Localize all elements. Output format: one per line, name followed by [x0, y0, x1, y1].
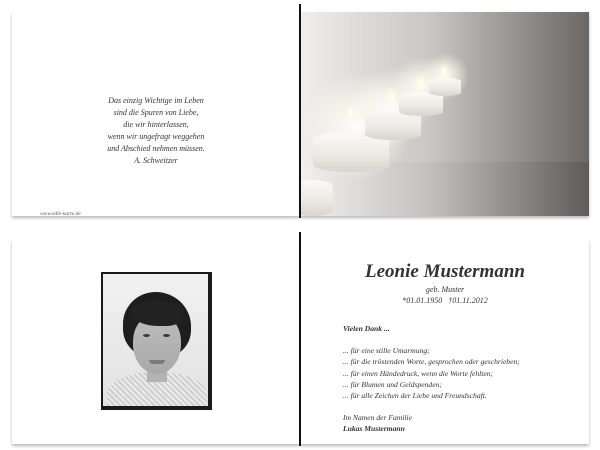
verse-line: Das einzig Wichtige im Leben	[108, 96, 204, 105]
verse-author: A. Schweitzer	[134, 156, 178, 165]
thanks-card	[301, 240, 589, 444]
candle-flame	[442, 67, 446, 76]
thanks-line: ... für eine stille Umarmung;	[343, 346, 430, 356]
verse-line: sind die Spuren von Liebe,	[113, 108, 199, 117]
portrait-bangs	[131, 300, 183, 326]
website-link: www.edle-karte.de	[40, 211, 81, 216]
candles-photo	[301, 12, 589, 216]
thanks-line: ... für die tröstenden Worte, gesprochen oder geschrieben;	[343, 357, 520, 367]
candles-photo-card	[301, 12, 589, 216]
card-fold-bottom	[299, 232, 301, 446]
thanks-text	[343, 323, 520, 435]
portrait-photo	[103, 274, 208, 406]
maiden-name: geb. Muster	[425, 285, 465, 294]
portrait-frame	[101, 272, 212, 410]
thanks-heading: Vielen Dank ...	[343, 324, 390, 333]
portrait-eye-right	[163, 334, 170, 337]
verse-card	[12, 12, 300, 216]
card-fold-top	[299, 4, 301, 218]
portrait-card	[12, 240, 300, 444]
verse-line: und Abschied nehmen müssen.	[107, 144, 205, 153]
portrait-eye-left	[143, 334, 150, 337]
thanks-line: ... für Blumen und Geldspenden;	[343, 379, 442, 389]
verse-line: die wir hinterlassen,	[123, 120, 189, 129]
life-dates: *01.01.1950 †01.11.2012	[402, 296, 488, 305]
deceased-name: Leonie Mustermann	[365, 261, 525, 282]
signature: Lukas Mustermann	[343, 424, 405, 434]
candle-left-edge	[301, 180, 333, 216]
candle-fourth	[429, 78, 461, 96]
thanks-line: ... für einen Händedruck, wenn die Worte fehlten;	[343, 368, 494, 378]
family-line: Im Namen der Familie	[343, 413, 412, 423]
portrait-mouth	[149, 360, 165, 364]
verse-line: wenn wir ungefragt weggehen	[107, 132, 205, 141]
verse-text	[12, 95, 300, 167]
thanks-line: ... für alle Zeichen der Liebe und Freundschaft.	[343, 391, 487, 401]
